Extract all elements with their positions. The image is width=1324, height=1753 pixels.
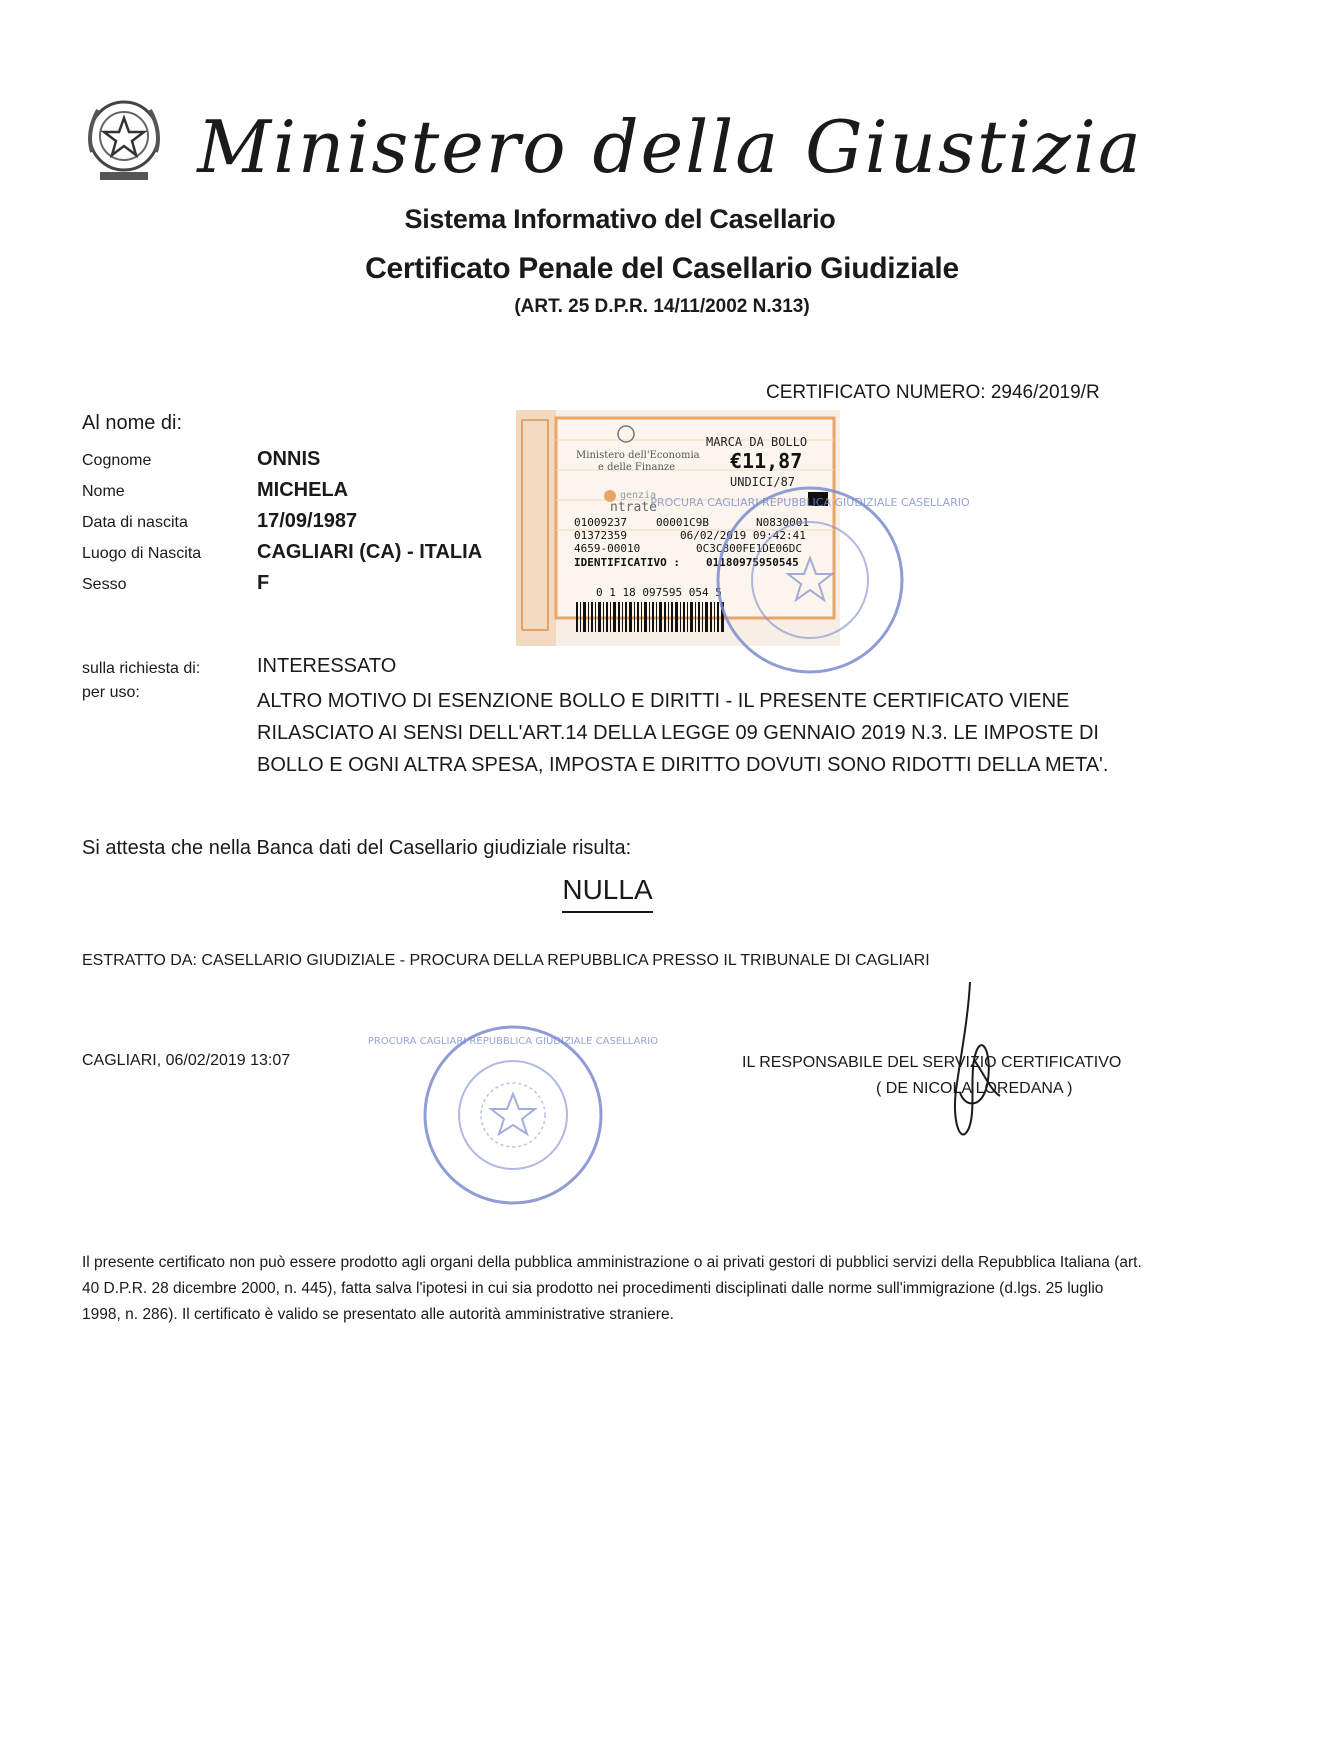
- birth-date-value: 17/09/1987: [257, 510, 358, 532]
- court-seal-bottom-icon: [367, 1020, 659, 1210]
- attestation-result: [0, 874, 1215, 906]
- stamp-agency-line2: ntrate: [610, 500, 657, 515]
- purpose-label: per uso:: [82, 684, 140, 701]
- certificate-number: [766, 382, 1100, 404]
- disclaimer: Il presente certificato non può essere prodotto agli organi della pubblica amministrazione o ai privati gestori di pubblici servizi della Repubblica Italiana (art. 40 D.P.R. 28 dicembre 2000, n. 445), fatta salva l'ipotesi in cui sia prodotto nei procedimenti disciplinati dalle norme sull'immigrazione (d.lgs. 25 luglio 1998, n. 286). Il certificato è valido se presentato alle autorità amministrative straniere.: [82, 1254, 1142, 1323]
- place-date: CAGLIARI, 06/02/2019 13:07: [82, 1052, 291, 1069]
- requested-by-value: INTERESSATO: [257, 655, 397, 677]
- stamp-code-2a: 01372359: [574, 529, 627, 542]
- birth-place-label: Luogo di Nascita: [82, 545, 202, 562]
- stamp-amount: €11,87: [730, 449, 803, 473]
- republic-emblem-icon: [82, 92, 166, 188]
- law-reference: (ART. 25 D.P.R. 14/11/2002 N.313): [514, 296, 810, 317]
- certificate-title: Certificato Penale del Casellario Giudiziale: [365, 252, 959, 285]
- seal-top-ring-text: PROCURA CAGLIARI REPUBBLICA GIUDIZIALE CASELLARIO: [650, 496, 970, 509]
- stamp-code-3b: 0C3C800FE1DE06DC: [696, 542, 802, 555]
- extract-source: ESTRATTO DA: CASELLARIO GIUDIZIALE - PROCURA DELLA REPUBBLICA PRESSO IL TRIBUNALE DI CAGLIARI: [82, 952, 930, 969]
- responsible-title: IL RESPONSABILE DEL SERVIZIO CERTIFICATIVO: [742, 1054, 1122, 1071]
- certificate-number-value: 2946/2019/R: [990, 382, 1100, 403]
- holder-section-label: Al nome di:: [82, 412, 183, 434]
- birth-place-value: CAGLIARI (CA) - ITALIA: [257, 541, 483, 563]
- stamp-code-3a: 4659-00010: [574, 542, 641, 555]
- stamp-id-label: IDENTIFICATIVO :: [574, 556, 680, 569]
- stamp-amount-words: UNDICI/87: [730, 475, 796, 489]
- stamp-issuer-line2: e delle Finanze: [598, 462, 676, 473]
- stamp-agency-line1: genzia: [620, 490, 657, 501]
- responsible-name: ( DE NICOLA LOREDANA ): [876, 1080, 1073, 1097]
- sex-label: Sesso: [82, 576, 127, 593]
- surname-value: ONNIS: [257, 448, 321, 470]
- requested-by-label: sulla richiesta di:: [82, 660, 201, 677]
- sex-value: F: [257, 572, 270, 594]
- stamp-barcode-number: 0 1 18 097595 054 5: [596, 586, 722, 599]
- system-title: Sistema Informativo del Casellario: [404, 204, 836, 234]
- certificate-number-label: CERTIFICATO NUMERO:: [766, 382, 986, 403]
- stamp-id-value: 01180975950545: [706, 556, 799, 569]
- attestation-text: Si attesta che nella Banca dati del Casellario giudiziale risulta:: [82, 837, 632, 859]
- stamp-code-2b: 06/02/2019 09:42:41: [680, 529, 806, 542]
- stamp-code-1b: 00001C9B: [656, 516, 709, 529]
- seal-bottom-ring-text: PROCURA CAGLIARI REPUBBLICA GIUDIZIALE CASELLARIO: [367, 1036, 659, 1047]
- name-label: Nome: [82, 483, 125, 500]
- stamp-code-1a: 01009237: [574, 516, 627, 529]
- stamp-issuer-line1: Ministero dell'Economia: [576, 450, 700, 461]
- name-value: MICHELA: [257, 479, 349, 501]
- ministry-title: [197, 92, 1143, 202]
- birth-date-label: Data di nascita: [82, 514, 188, 531]
- ministry-title-text: Ministero della Giustizia: [197, 105, 1143, 189]
- surname-label: Cognome: [82, 452, 152, 469]
- stamp-code-1c: N0830001: [756, 516, 809, 529]
- purpose-value: ALTRO MOTIVO DI ESENZIONE BOLLO E DIRITTI - IL PRESENTE CERTIFICATO VIENE RILASCIATO AI SENSI DELL'ART.14 DELLA LEGGE 09 GENNAIO 2019 N.3. LE IMPOSTE DI BOLLO E OGNI ALTRA SPESA, IMPOSTA E DIRITTO DOVUTI SONO RIDOTTI DELLA META'.: [257, 690, 1109, 776]
- signature-icon: [930, 980, 1030, 1150]
- attestation-result-value: NULLA: [562, 874, 652, 913]
- stamp-type: MARCA DA BOLLO: [706, 435, 808, 449]
